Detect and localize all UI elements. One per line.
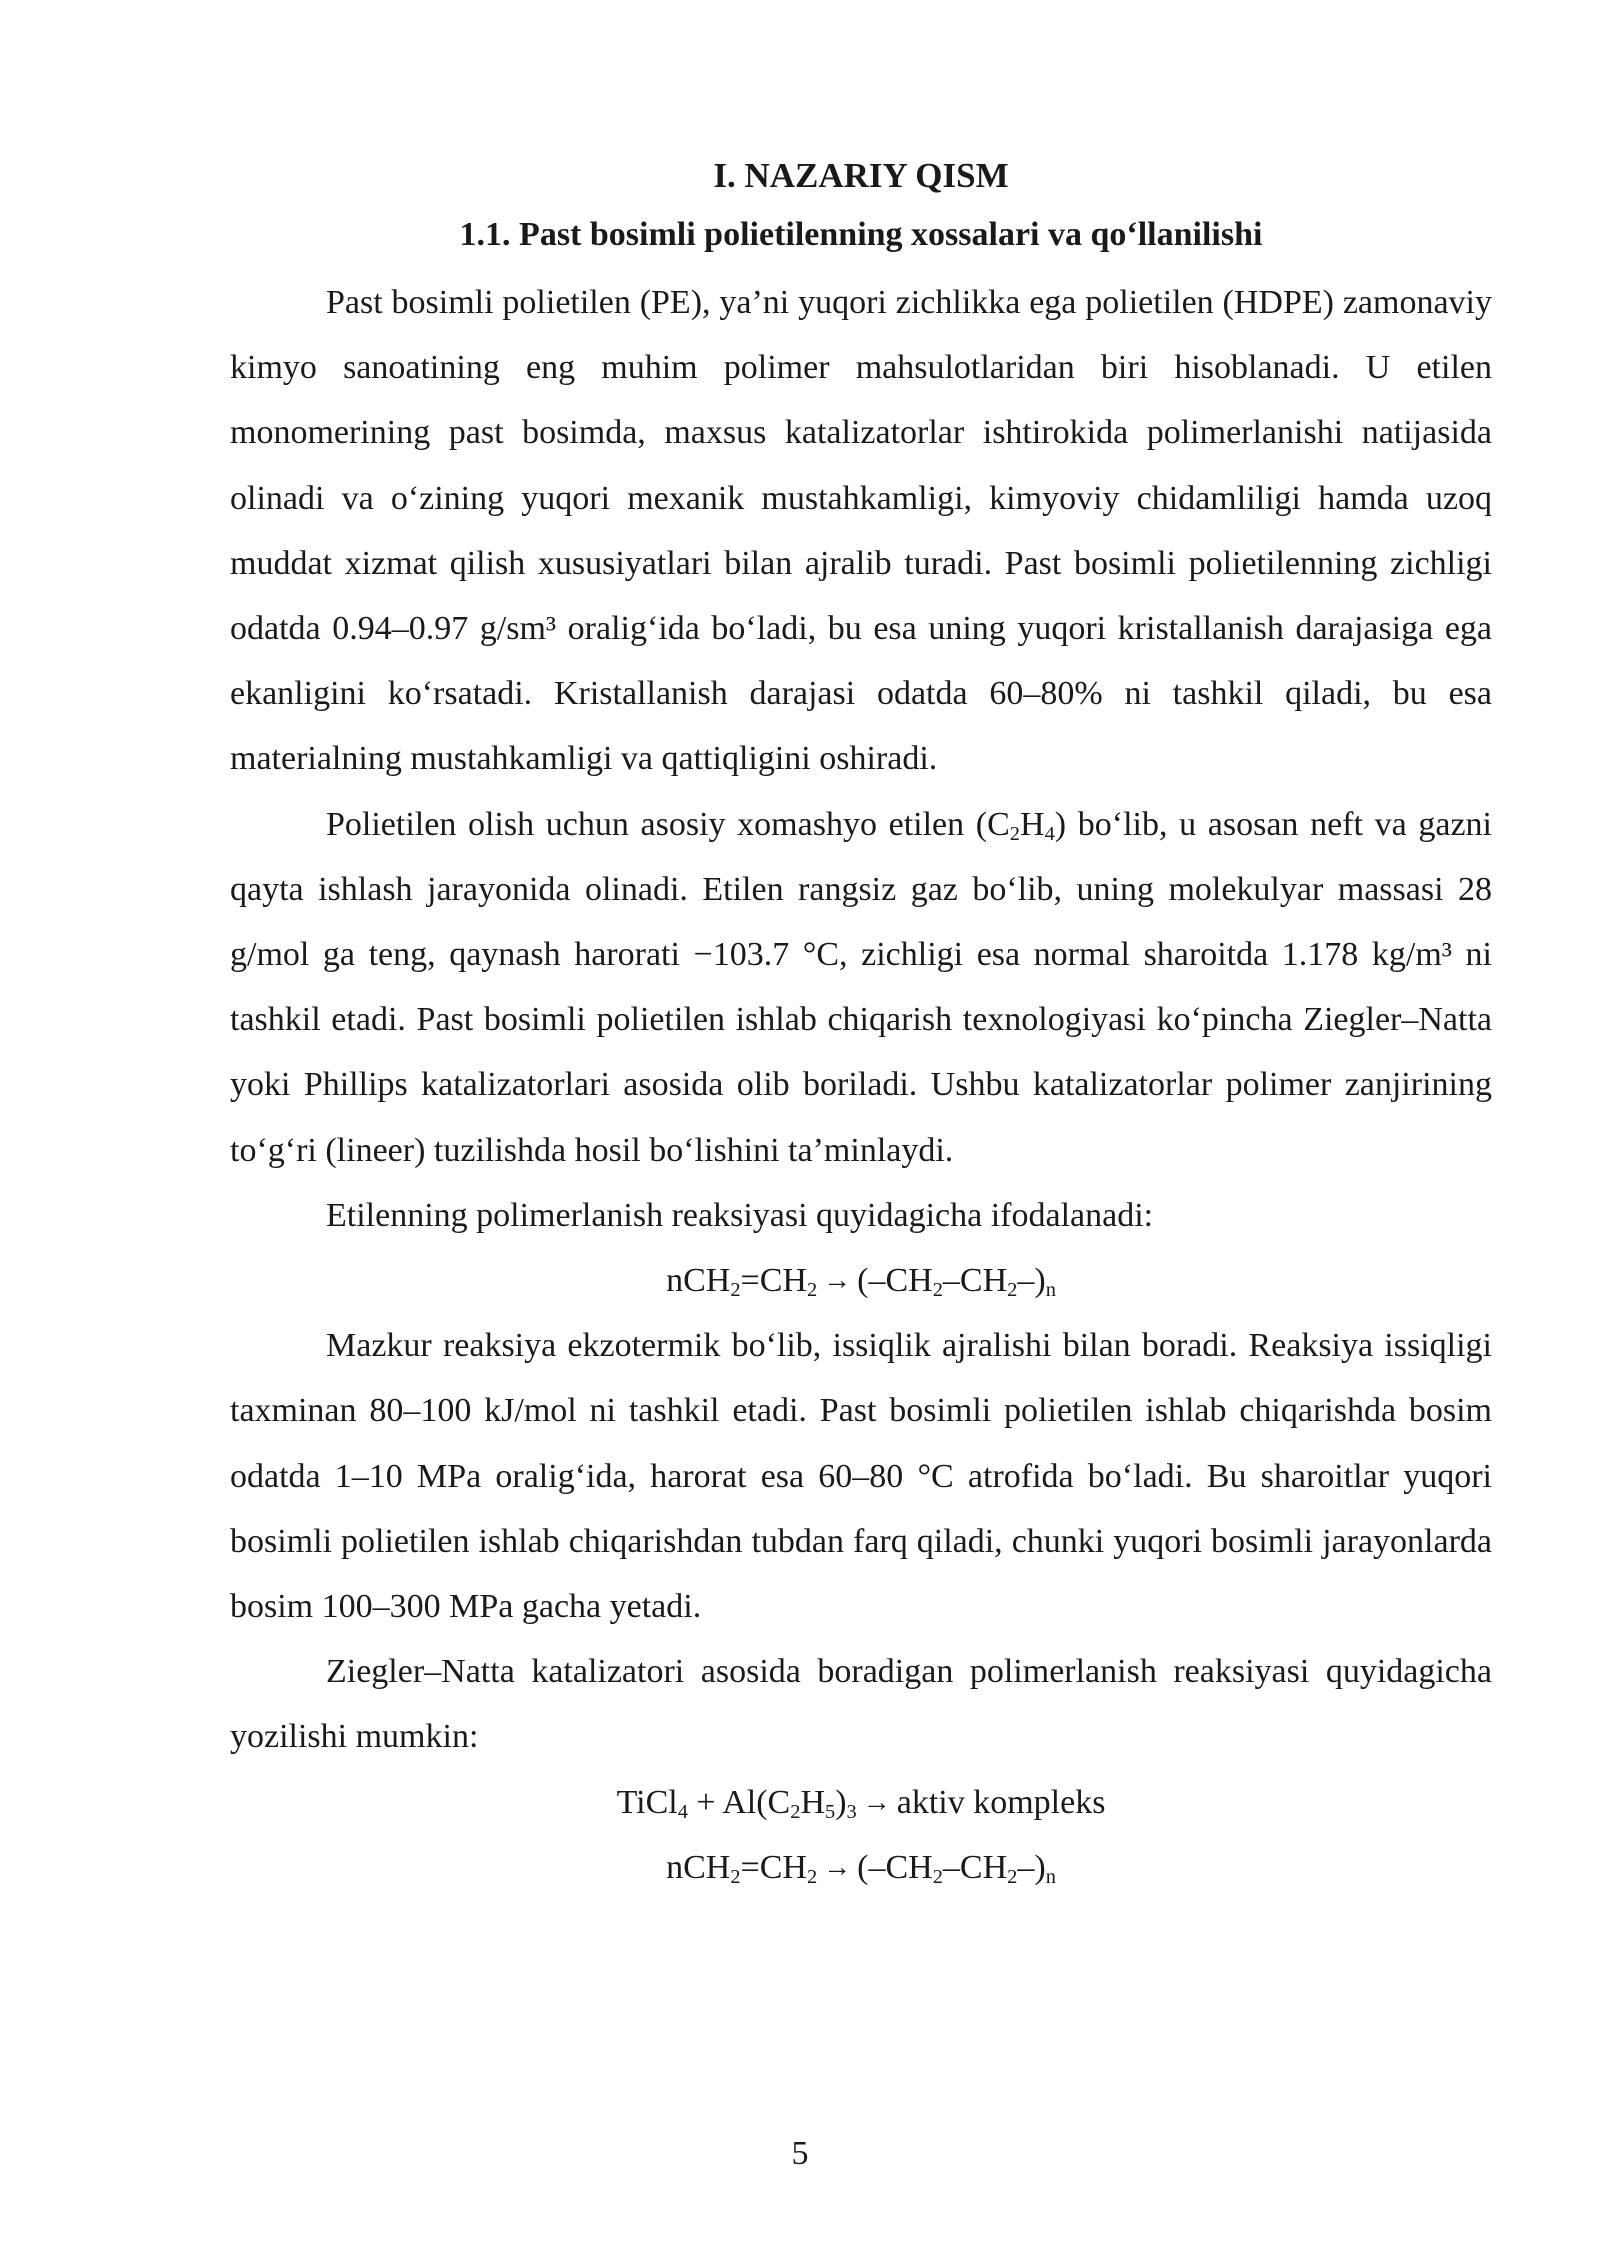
- formula-part: H: [800, 1783, 825, 1821]
- text-run: Polietilen olish uchun asosiy xomashyo etilen (C: [326, 805, 1010, 843]
- subscript: 2: [806, 1279, 818, 1302]
- formula-part: ): [835, 1783, 847, 1821]
- subscript: 4: [1044, 822, 1055, 845]
- text-run: H: [1020, 805, 1045, 843]
- subscript: 2: [1007, 1865, 1018, 1888]
- formula-part: (–CH: [857, 1848, 933, 1886]
- formula-part: nCH: [666, 1848, 731, 1886]
- formula-polymerization-repeat: [230, 1835, 1492, 1900]
- subscript: n: [1045, 1865, 1056, 1888]
- subscript: 2: [1009, 822, 1020, 845]
- subscript: 5: [825, 1800, 836, 1823]
- paragraph-ziegler-natta-intro: Ziegler–Natta katalizatori asosida boradigan polimerlanish reaksiyasi quyidagicha yozilishi mumkin:: [230, 1653, 1492, 1756]
- subscript: 2: [730, 1279, 741, 1302]
- reaction-arrow-icon: →: [823, 1851, 852, 1883]
- paragraph-ethylene-feedstock: [230, 792, 1492, 1183]
- section-heading: I. NAZARIY QISM: [713, 156, 1009, 195]
- formula-polymerization: [230, 1248, 1492, 1313]
- formula-catalyst: [230, 1770, 1492, 1835]
- formula-part: =CH: [740, 1848, 807, 1886]
- formula-part: –): [1017, 1262, 1046, 1300]
- reaction-arrow-icon: →: [862, 1786, 891, 1818]
- formula-part: (–CH: [857, 1262, 933, 1300]
- subscript: 2: [730, 1865, 741, 1888]
- subscript: 2: [1007, 1279, 1018, 1302]
- formula-part: –): [1017, 1848, 1046, 1886]
- paragraph-exothermic: Mazkur reaksiya ekzotermik bo‘lib, issiqlik ajralishi bilan boradi. Reaksiya issiqligi taxminan 80–100 kJ/mol ni tashkil etadi. Past bosimli polietilen ishlab chiqarishda bosim odatda 1–10 MPa oralig‘ida, harorat esa 60–80 °C atrofida bo‘ladi. Bu sharoitlar yuqori bosimli polietilen ishlab chiqarishdan tubdan farq qiladi, chunki yuqori bosimli jarayonlarda bosim 100–300 MPa gacha yetadi.: [230, 1327, 1492, 1626]
- formula-part: –CH: [942, 1848, 1008, 1886]
- subscript: 2: [790, 1800, 801, 1823]
- subscript: 2: [932, 1279, 943, 1302]
- paragraph-hdpe-properties: Past bosimli polietilen (PE), ya’ni yuqori zichlikka ega polietilen (HDPE) zamonaviy kimyo sanoatining eng muhim polimer mahsulotlaridan biri hisoblanadi. U etilen monomerining past bosimda, maxsus katalizatorlar ishtirokida polimerlanishi natijasida olinadi va o‘zining yuqori mexanik mustahkamligi, kimyoviy chidamliligi hamda uzoq muddat xizmat qilish xususiyatlari bilan ajralib turadi. Past bosimli polietilenning zichligi odatda 0.94–0.97 g/sm³ oralig‘ida bo‘ladi, bu esa uning yuqori kristallanish darajasiga ega ekanligini ko‘rsatadi. Kristallanish darajasi odatda 60–80% ni tashkil qiladi, bu esa materialning mustahkamligi va qattiqligini oshiradi.: [230, 284, 1492, 778]
- subsection-heading: 1.1. Past bosimli polietilenning xossalari va qo‘llanilishi: [459, 216, 1263, 253]
- formula-part: nCH: [666, 1262, 731, 1300]
- paragraph-reaction-intro: Etilenning polimerlanish reaksiyasi quyidagicha ifodalanadi:: [326, 1196, 1154, 1234]
- subscript: 2: [806, 1865, 818, 1888]
- formula-part: TiCl: [616, 1783, 678, 1821]
- subscript: n: [1045, 1279, 1056, 1302]
- subscript: 3: [846, 1800, 857, 1823]
- formula-part: =CH: [740, 1262, 807, 1300]
- reaction-arrow-icon: →: [823, 1265, 852, 1297]
- text-run: ) bo‘lib, u asosan neft va gazni qayta ishlash jarayonida olinadi. Etilen rangsiz gaz bo‘lib, uning molekulyar massasi 28 g/mol ga teng, qaynash harorati −103.7 °C, zichligi esa normal sharoitda 1.178 kg/m³ ni tashkil etadi. Past bosimli polietilen ishlab chiqarish texnologiyasi ko‘pincha Ziegler–Natta yoki Phillips katalizatorlari asosida olib boriladi. Ushbu katalizatorlar polimer zanjirining to‘g‘ri (lineer) tuzilishda hosil bo‘lishini ta’minlaydi.: [230, 805, 1492, 1169]
- subscript: 2: [932, 1865, 943, 1888]
- formula-part: –CH: [942, 1262, 1008, 1300]
- page-content: [230, 148, 1492, 1900]
- formula-part: aktiv kompleks: [896, 1783, 1106, 1821]
- subscript: 4: [677, 1800, 688, 1823]
- page-number: 5: [791, 2135, 809, 2172]
- formula-part: + Al(C: [687, 1783, 791, 1821]
